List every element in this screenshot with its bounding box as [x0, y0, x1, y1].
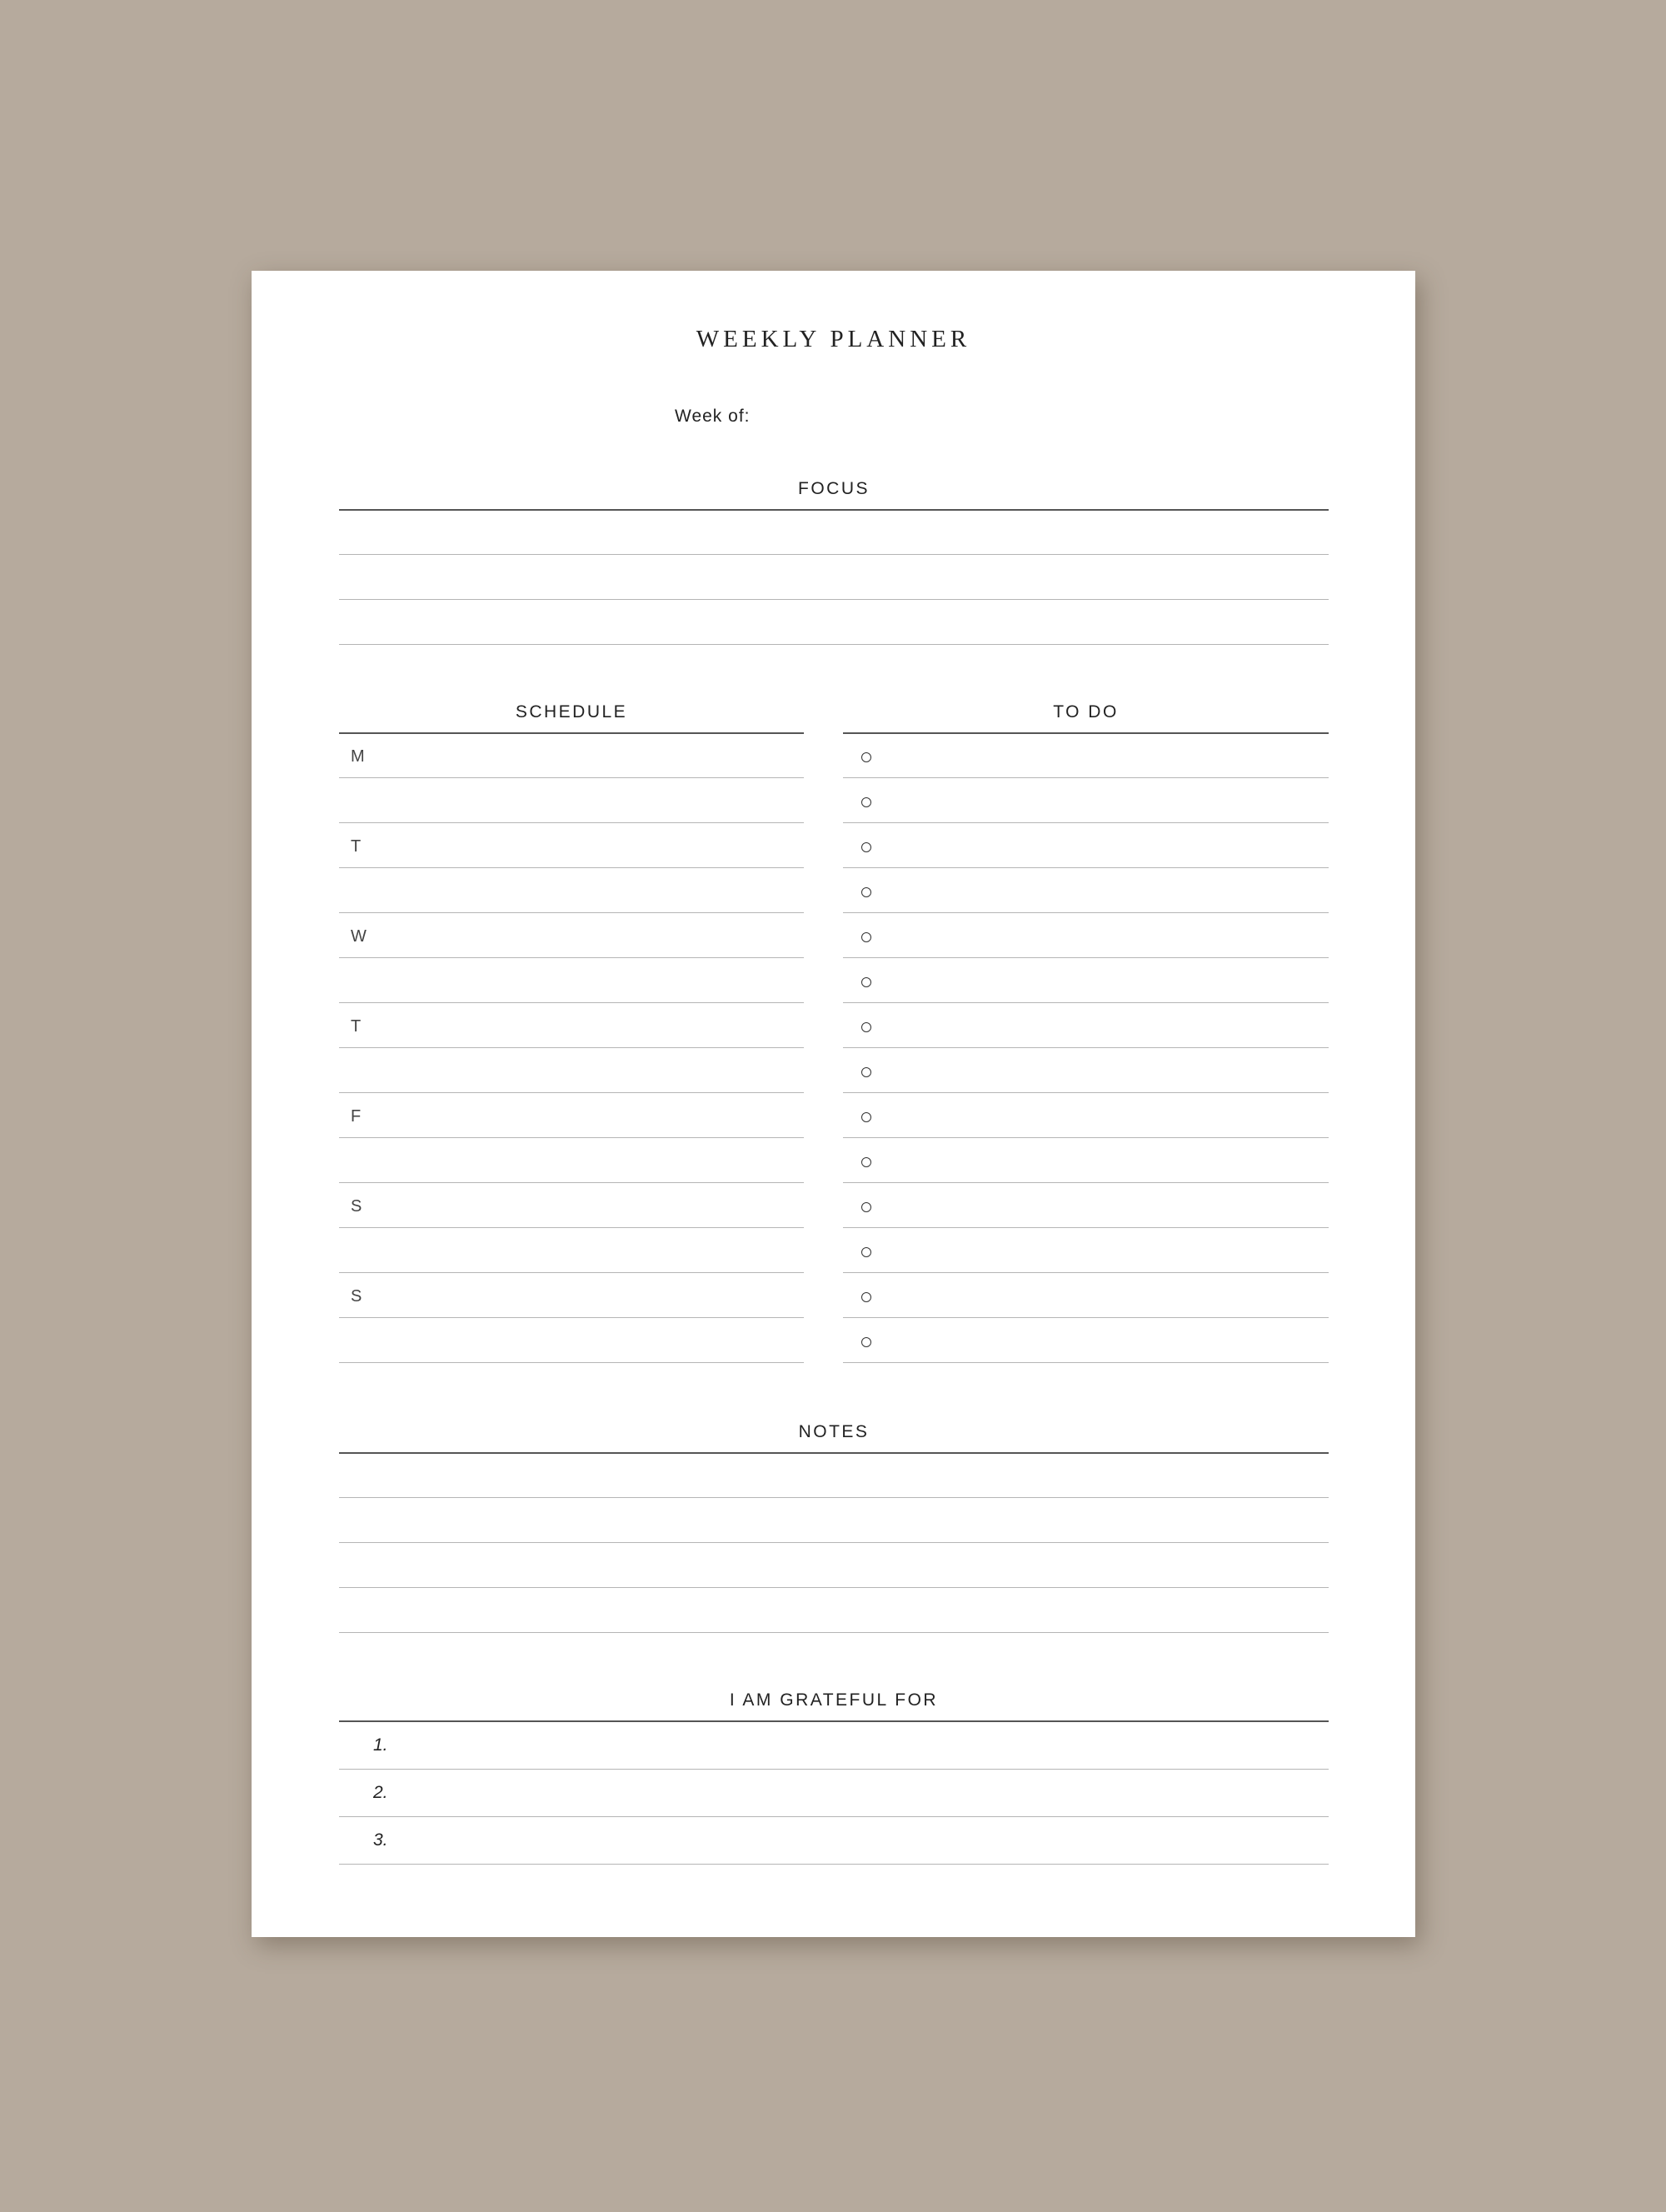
- schedule-line: [339, 1137, 804, 1138]
- schedule-line: [339, 822, 804, 823]
- schedule-line: [339, 957, 804, 958]
- todo-checkbox-icon: [861, 842, 871, 852]
- focus-line: [339, 599, 1329, 600]
- todo-line: [843, 777, 1329, 778]
- grateful-item-number: 1.: [373, 1735, 388, 1755]
- schedule-line: [339, 1002, 804, 1003]
- todo-checkbox-icon: [861, 1022, 871, 1032]
- notes-line: [339, 1497, 1329, 1498]
- schedule-day-label: T: [351, 1017, 362, 1036]
- focus-header-rule: [339, 509, 1329, 511]
- notes-line: [339, 1632, 1329, 1633]
- todo-checkbox-icon: [861, 797, 871, 807]
- todo-line: [843, 1227, 1329, 1228]
- grateful-line: [339, 1769, 1329, 1770]
- todo-line: [843, 912, 1329, 913]
- todo-line: [843, 1047, 1329, 1048]
- todo-line: [843, 1272, 1329, 1273]
- schedule-line: [339, 777, 804, 778]
- schedule-title: SCHEDULE: [515, 702, 628, 722]
- grateful-item-number: 2.: [373, 1783, 388, 1802]
- todo-checkbox-icon: [861, 1112, 871, 1122]
- schedule-line: [339, 1047, 804, 1048]
- notes-line: [339, 1587, 1329, 1588]
- grateful-title: I AM GRATEFUL FOR: [729, 1690, 939, 1710]
- schedule-day-label: S: [351, 1287, 362, 1306]
- schedule-day-label: S: [351, 1197, 362, 1216]
- todo-line: [843, 822, 1329, 823]
- notes-header-rule: [339, 1452, 1329, 1454]
- todo-checkbox-icon: [861, 1157, 871, 1167]
- todo-checkbox-icon: [861, 1202, 871, 1212]
- focus-line: [339, 644, 1329, 645]
- focus-line: [339, 554, 1329, 555]
- todo-checkbox-icon: [861, 1247, 871, 1257]
- todo-line: [843, 1092, 1329, 1093]
- todo-line: [843, 1317, 1329, 1318]
- todo-checkbox-icon: [861, 932, 871, 942]
- todo-title: TO DO: [1053, 702, 1119, 722]
- schedule-line: [339, 1272, 804, 1273]
- schedule-line: [339, 867, 804, 868]
- planner-sheet: [252, 271, 1415, 1937]
- todo-header-rule: [843, 732, 1329, 734]
- schedule-line: [339, 1182, 804, 1183]
- schedule-day-label: M: [351, 747, 365, 766]
- todo-checkbox-icon: [861, 1337, 871, 1347]
- todo-checkbox-icon: [861, 887, 871, 897]
- todo-line: [843, 1002, 1329, 1003]
- grateful-header-rule: [339, 1720, 1329, 1722]
- schedule-line: [339, 1227, 804, 1228]
- grateful-line: [339, 1864, 1329, 1865]
- schedule-line: [339, 1092, 804, 1093]
- todo-checkbox-icon: [861, 752, 871, 762]
- todo-line: [843, 1137, 1329, 1138]
- todo-checkbox-icon: [861, 977, 871, 987]
- grateful-item-number: 3.: [373, 1830, 388, 1850]
- schedule-day-label: F: [351, 1107, 362, 1126]
- todo-line: [843, 1362, 1329, 1363]
- grateful-line: [339, 1816, 1329, 1817]
- schedule-line: [339, 1317, 804, 1318]
- schedule-header-rule: [339, 732, 804, 734]
- focus-title: FOCUS: [798, 479, 870, 498]
- week-of-label: Week of:: [675, 407, 751, 426]
- todo-checkbox-icon: [861, 1067, 871, 1077]
- schedule-day-label: W: [351, 927, 367, 946]
- page-title: WEEKLY PLANNER: [696, 326, 971, 352]
- notes-line: [339, 1542, 1329, 1543]
- todo-checkbox-icon: [861, 1292, 871, 1302]
- todo-line: [843, 1182, 1329, 1183]
- schedule-day-label: T: [351, 837, 362, 856]
- schedule-line: [339, 912, 804, 913]
- schedule-line: [339, 1362, 804, 1363]
- todo-line: [843, 867, 1329, 868]
- todo-line: [843, 957, 1329, 958]
- notes-title: NOTES: [798, 1422, 870, 1441]
